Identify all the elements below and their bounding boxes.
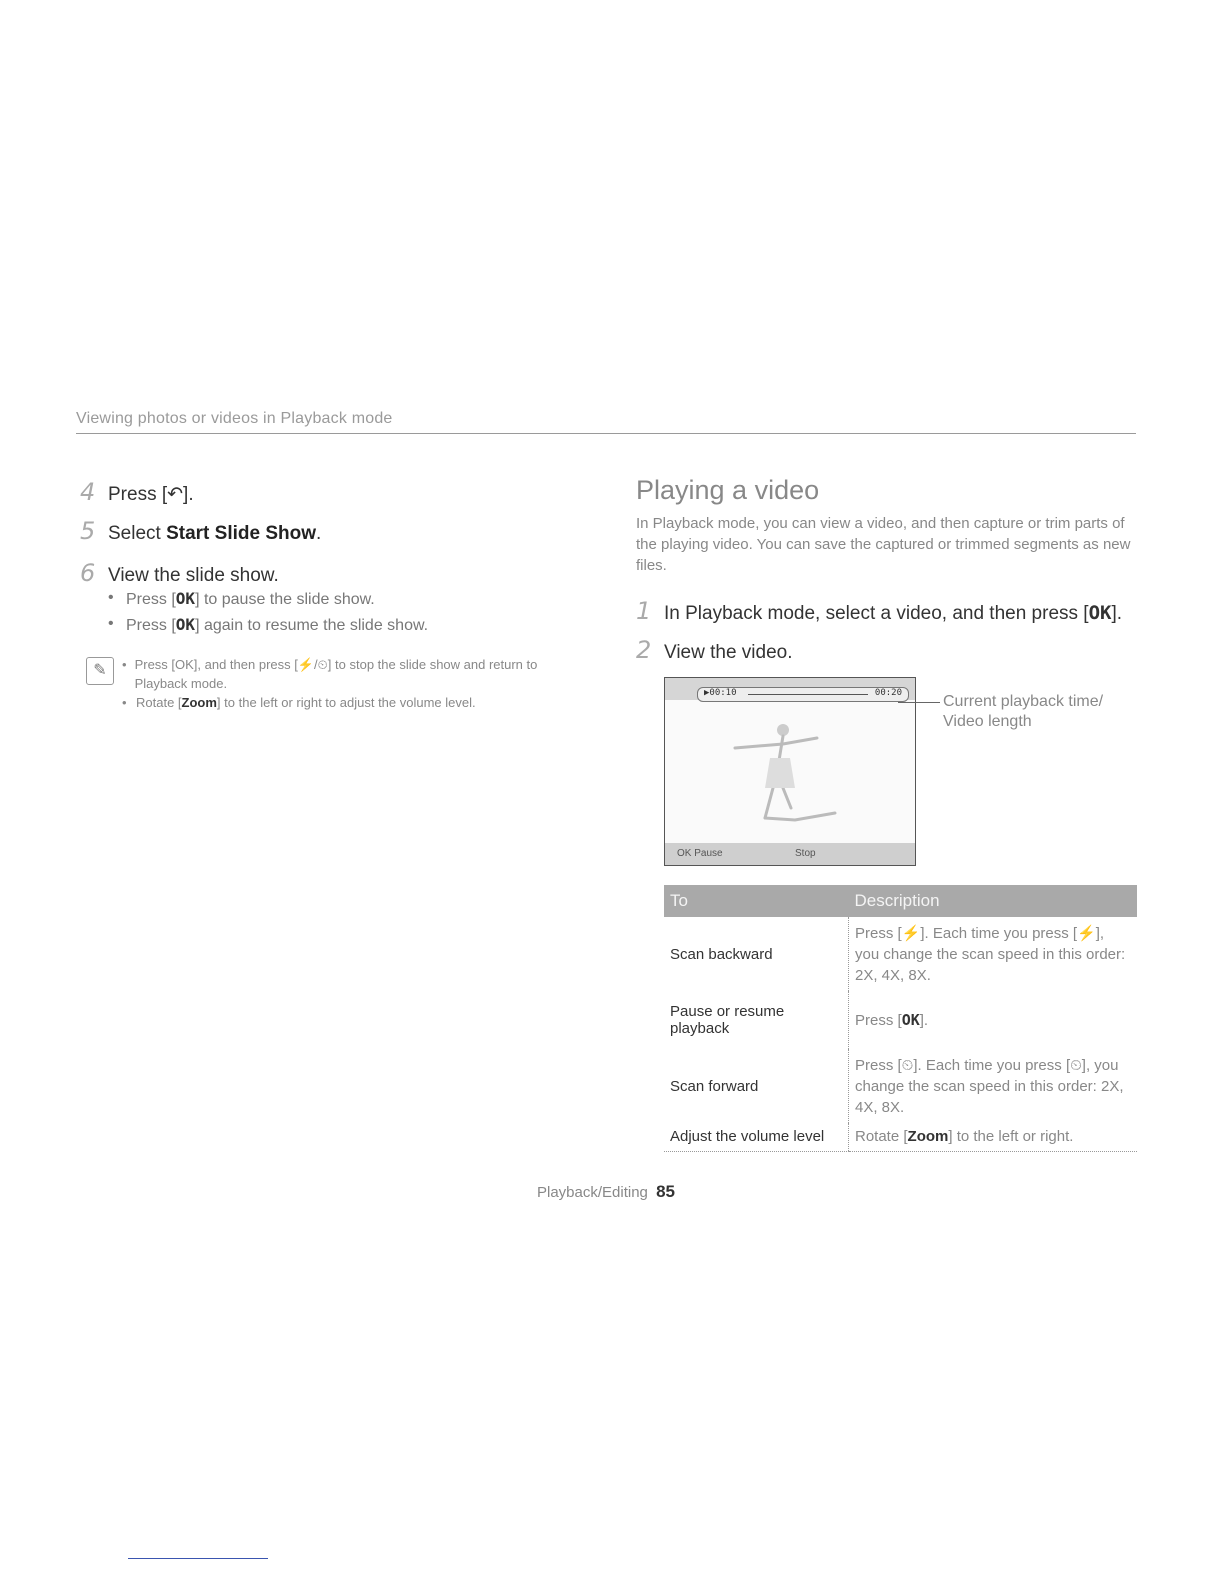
table-row: Adjust the volume level Rotate [Zoom] to the left or right. [664, 1123, 1137, 1151]
callout-line [898, 702, 940, 703]
page-footer [537, 1182, 675, 1202]
step-2 [636, 636, 793, 664]
screen-button-bar [665, 843, 915, 865]
total-time: 00:20 [874, 688, 902, 698]
bottom-divider [128, 1558, 268, 1559]
section-header: Viewing photos or videos in Playback mode [76, 410, 393, 427]
stop-button-label: Stop [795, 848, 816, 859]
column-header-to: To [664, 885, 849, 917]
section-intro: In Playback mode, you can view a video, and then capture or trim parts of the playing video. You can save the captured or trimmed segments as new files. [636, 515, 1131, 574]
note-item: • Press [OK], and then press [⚡/⏲] to stop the slide show and return to Playback mode. [122, 657, 538, 691]
step-6 [80, 559, 279, 587]
step-text: View the video. [664, 642, 793, 663]
dancer-image [665, 678, 915, 865]
step-1 [636, 597, 1122, 625]
column-header-description: Description [849, 885, 1138, 917]
table-row: Pause or resume playback Press [OK]. [664, 991, 1137, 1049]
header-divider [76, 433, 1136, 434]
page-number: 85 [656, 1182, 675, 1201]
list-item: • Press [OK] to pause the slide show. [108, 589, 375, 608]
footer-section: Playback/Editing [537, 1184, 648, 1201]
step-number: 6 [80, 559, 96, 587]
step-number: 4 [80, 478, 96, 506]
pause-button-label: OK Pause [677, 848, 723, 859]
table-row: Scan forward Press [⏲]. Each time you press [⏲], you change the scan speed in this order: 2X, 4X, 8X. [664, 1049, 1137, 1123]
note-item: • Rotate [Zoom] to the left or right to adjust the volume level. [122, 695, 476, 710]
step-4 [80, 478, 194, 506]
step-text: Press [↶]. [108, 484, 194, 505]
note-text [122, 655, 582, 712]
step-number: 5 [80, 517, 96, 545]
callout-label: Current playback time/ Video length [943, 693, 1104, 730]
camera-screen [664, 677, 916, 866]
table-row: Scan backward Press [⚡]. Each time you press [⚡], you change the scan speed in this order: 2X, 4X, 8X. [664, 917, 1137, 991]
bullet-list [108, 589, 568, 641]
back-icon: ↶ [167, 484, 184, 505]
table-header-row [664, 885, 1137, 917]
step-number: 2 [636, 636, 652, 664]
controls-table [664, 885, 1137, 1152]
list-item: • Press [OK] again to resume the slide show. [108, 615, 429, 634]
current-time: ▶00:10 [704, 688, 737, 698]
step-text: In Playback mode, select a video, and then press [OK]. [664, 602, 1123, 624]
section-title: Playing a video [636, 475, 820, 505]
note-icon: ✎ [86, 657, 114, 685]
step-text: Select Start Slide Show. [108, 523, 322, 544]
step-text: View the slide show. [108, 565, 279, 586]
step-number: 1 [636, 597, 652, 625]
step-5 [80, 517, 321, 545]
note-box [80, 645, 580, 745]
